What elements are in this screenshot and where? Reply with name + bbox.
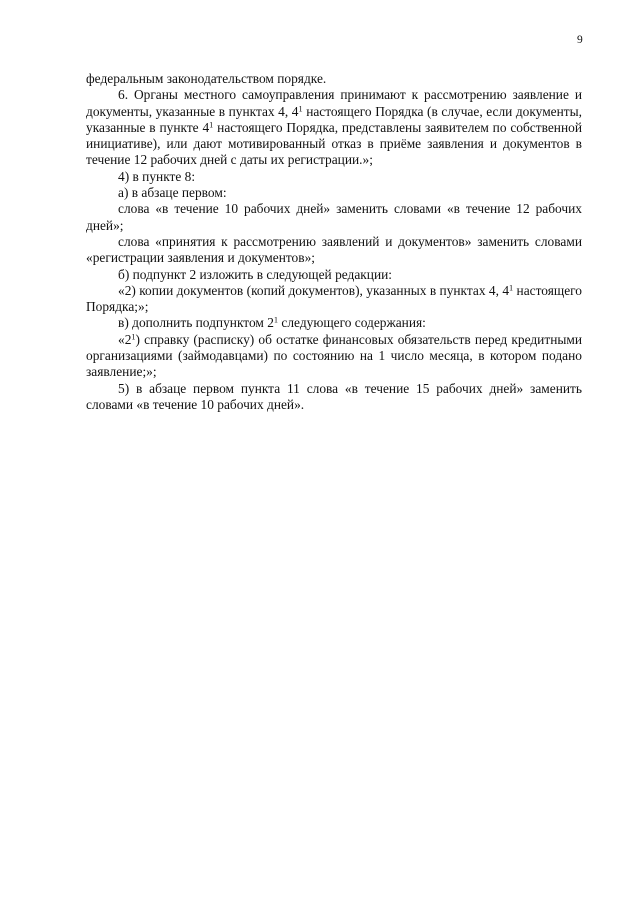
paragraph-subitem-2-1-text: [86, 332, 582, 381]
superscript: 1: [209, 120, 214, 130]
text-fragment: «2: [118, 331, 132, 347]
paragraph-subitem-2-text: [86, 283, 582, 316]
paragraph-subitem-a: а) в абзаце первом:: [118, 185, 227, 201]
superscript: 1: [509, 283, 514, 293]
paragraph-item-4: 4) в пункте 8:: [118, 168, 196, 184]
text-fragment: в) дополнить подпунктом 2: [118, 315, 274, 331]
text-fragment: следующего содержания:: [278, 315, 426, 331]
paragraph-continuation: федеральным законодательством порядке.: [86, 71, 327, 86]
paragraph-replace-words-1: слова «в течение 10 рабочих дней» заменить словами «в течение 12 рабочих дней»;: [86, 201, 582, 233]
text-fragment: «2) копии документов (копий документов), указанных в пунктах 4, 4: [118, 282, 510, 298]
paragraph-item-6: [86, 87, 582, 168]
superscript: 1: [131, 332, 136, 342]
text-fragment: настоящего Порядка;»;: [86, 282, 582, 315]
superscript: 1: [273, 315, 279, 325]
text-fragment: ) справку (расписку) об остатке финансовых обязательств перед кредитными организациями (займодавцами) по состоянию на 1 число месяца, в котором подано заявление;»;: [86, 331, 582, 380]
superscript: 1: [298, 104, 303, 114]
paragraph-subitem-v: [86, 315, 582, 331]
text-fragment: настоящего Порядка, представлены заявителем по собственной инициативе), или дают мотивированный отказ в приёме заявления и документов в течение 12 рабочих дней с даты их регистрации.»;: [86, 119, 582, 168]
paragraph-subitem-b: б) подпункт 2 изложить в следующей редакции:: [118, 266, 393, 282]
text-fragment: 6. Органы местного самоуправления принимают к рассмотрению заявление и документы, указанные в пунктах 4, 4: [86, 87, 582, 119]
text-fragment: настоящего Порядка (в случае, если документы, указанные в пункте 4: [86, 103, 582, 135]
page-number: 9: [577, 34, 583, 46]
paragraph-replace-words-2: слова «принятия к рассмотрению заявлений и документов» заменить словами «регистрации заявления и документов»;: [86, 233, 582, 266]
paragraph-item-5: 5) в абзаце первом пункта 11 слова «в течение 15 рабочих дней» заменить словами «в течение 10 рабочих дней».: [86, 380, 582, 412]
document-body: [86, 71, 582, 413]
